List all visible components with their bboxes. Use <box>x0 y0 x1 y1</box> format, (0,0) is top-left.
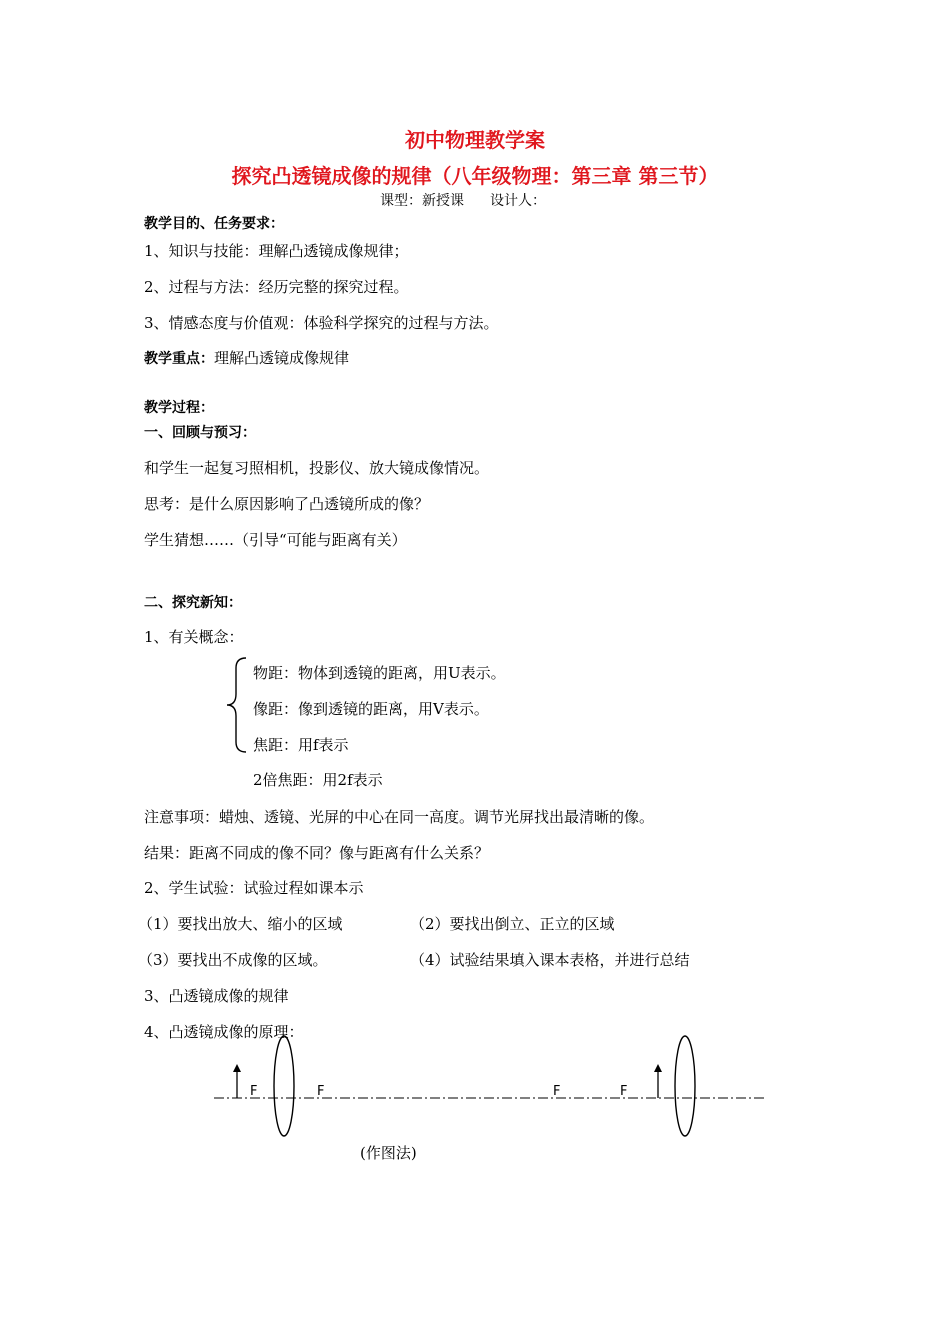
key-point-label: 教学重点： <box>144 351 214 367</box>
review-line-1: 和学生一起复习照相机，投影仪、放大镜成像情况。 <box>144 459 490 477</box>
lens-right <box>675 1036 695 1136</box>
object-arrowhead-right <box>654 1064 662 1072</box>
review-line-3: 学生猜想……（引导“可能与距离有关） <box>144 531 407 549</box>
concept-object-distance: 物距：物体到透镜的距离，用U表示。 <box>253 664 506 682</box>
lens-left <box>274 1036 294 1136</box>
focal-label-1: F <box>250 1084 258 1099</box>
task-1: （1）要找出放大、缩小的区域 <box>138 915 343 933</box>
review-line-2: 思考：是什么原因影响了凸透镜所成的像？ <box>144 495 430 513</box>
note-line-2: 结果：距离不同成的像不同？像与距离有什么关系？ <box>144 844 490 862</box>
process-heading: 教学过程： <box>144 400 214 416</box>
concept-image-distance: 像距：像到透镜的距离，用V表示。 <box>253 700 489 718</box>
left-brace <box>224 656 250 754</box>
designer: 设计人： <box>490 193 546 209</box>
note-line-3: 2、学生试验：试验过程如课本示 <box>144 879 364 897</box>
key-point <box>144 347 349 368</box>
objective-2: 2、过程与方法：经历完整的探究过程。 <box>144 278 409 296</box>
course-type: 课型：新授课 <box>380 193 464 209</box>
task-4: （4）试验结果填入课本表格，并进行总结 <box>410 951 690 969</box>
objectives-heading: 教学目的、任务要求： <box>144 216 284 232</box>
concepts-heading: 1、有关概念： <box>144 628 244 646</box>
task-2: （2）要找出倒立、正立的区域 <box>410 915 615 933</box>
objective-3: 3、情感态度与价值观：体验科学探究的过程与方法。 <box>144 314 499 332</box>
focal-label-3: F <box>553 1084 561 1099</box>
lens-diagram <box>200 1030 780 1150</box>
focal-label-2: F <box>317 1084 325 1099</box>
task-3: （3）要找出不成像的区域。 <box>138 951 328 969</box>
page-subtitle: 探究凸透镜成像的规律（八年级物理：第三章 第三节） <box>231 164 719 188</box>
rule-line-1: 3、凸透镜成像的规律 <box>144 987 289 1005</box>
key-point-text: 理解凸透镜成像规律 <box>214 349 350 367</box>
rule-line-2: 4、凸透镜成像的原理： <box>144 1023 304 1041</box>
concept-double-focal: 2倍焦距：用2f表示 <box>253 771 383 789</box>
object-arrowhead-left <box>233 1064 241 1072</box>
meta-line <box>380 190 546 210</box>
explore-heading: 二、探究新知： <box>144 595 242 611</box>
review-heading: 一、回顾与预习： <box>144 425 256 441</box>
diagram-caption: (作图法) <box>360 1144 417 1162</box>
note-line-1: 注意事项：蜡烛、透镜、光屏的中心在同一高度。调节光屏找出最清晰的像。 <box>144 808 655 826</box>
concept-focal-length: 焦距：用f表示 <box>253 736 349 754</box>
page-title: 初中物理教学案 <box>405 128 545 152</box>
focal-label-4: F <box>620 1084 628 1099</box>
objective-1: 1、知识与技能：理解凸透镜成像规律； <box>144 242 409 260</box>
